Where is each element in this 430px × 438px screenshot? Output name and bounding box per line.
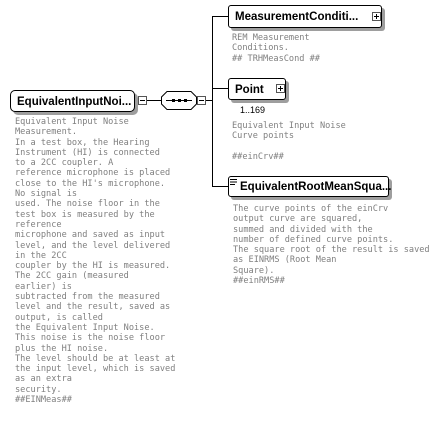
point-annotation: Equivalent Input Noise Curve points ##einCrv## xyxy=(232,121,346,162)
root-annotation: Equivalent Input Noise Measurement. In a test box, the Hearing Instrument (HI) is connected to a 2CC coupler. A reference microphone is placed close to the HI's microphone. No signal is used. The noise floor in the test box is measured by the reference microphone and saved as input level, and the level delivered in the 2CC coupler by the HI is measured. The 2CC gain (measured earlier) is subtracted from the measured level and the result, saved as output, is called the Equivalent Input Noise. This noise is the noise floor plus the HI noise. The level should be at least at the input level, which is saved as an extra security. ##EINMeas## xyxy=(15,117,176,406)
sequence-icon xyxy=(161,91,197,110)
sequence-compositor[interactable] xyxy=(161,91,197,110)
branch-line-point xyxy=(212,88,228,89)
root-element-node[interactable] xyxy=(10,90,135,112)
point-node[interactable] xyxy=(228,78,286,100)
rms-label: EquivalentRootMeanSqua... xyxy=(240,181,392,193)
measurement-conditions-annotation: REM Measurement Conditions. ## TRHMeasCond ## xyxy=(232,33,320,64)
point-label: Point xyxy=(235,84,264,96)
rms-node[interactable] xyxy=(228,176,392,197)
measurement-conditions-label: MeasurementConditi... xyxy=(235,11,359,23)
rms-annotation: The curve points of the einCrv output curve are squared, summed and divided with the number of defined curve points. The square root of the result is saved as EINRMS (Root Mean Square). ##einRMS## xyxy=(233,204,430,287)
measurement-conditions-node[interactable] xyxy=(228,5,382,28)
element-text-icon xyxy=(230,178,238,187)
expand-icon[interactable] xyxy=(372,12,381,21)
point-cardinality: 1..169 xyxy=(240,105,266,115)
sequence-collapse-icon[interactable] xyxy=(197,96,206,105)
collapse-icon[interactable] xyxy=(138,96,147,105)
branch-line-rms xyxy=(212,186,228,187)
expand-icon[interactable] xyxy=(276,84,285,93)
root-connector-line xyxy=(147,100,161,101)
tree-spine xyxy=(212,16,213,186)
branch-line-measurement-conditions xyxy=(212,16,228,17)
root-element-label: EquivalentInputNoi... xyxy=(17,96,132,108)
